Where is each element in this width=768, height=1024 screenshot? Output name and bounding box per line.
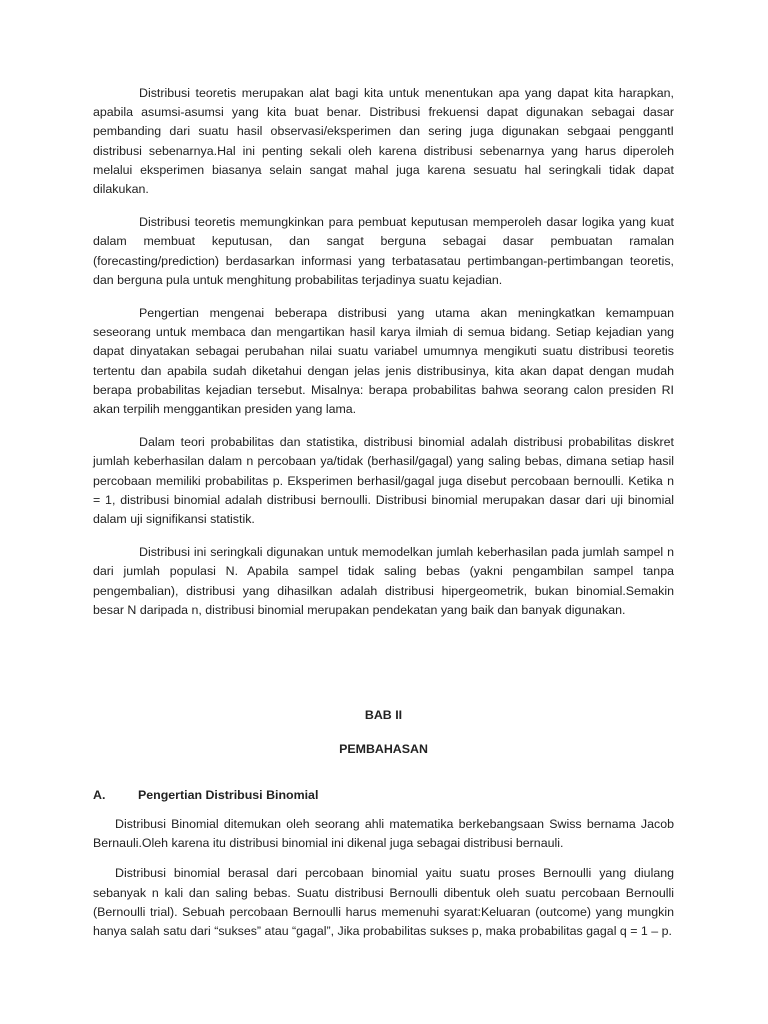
chapter-title: PEMBAHASAN bbox=[339, 742, 428, 757]
document-page bbox=[93, 84, 674, 952]
intro-paragraph-3: Pengertian mengenai beberapa distribusi yang utama akan meningkatkan kemampuan seseorang untuk membaca dan mengartikan hasil karya ilmiah di semua bidang. Setiap kejadian yang dapat dinyatakan sebagai perubahan nilai suatu variabel umumnya mengikuti suatu distribusi teoretis tertentu dan apabila sudah diketahui dengan jelas jenis distribusinya, kita akan dapat dengan mudah berapa probabilitas kejadian tersebut. Misalnya: berapa probabilitas bahwa seorang calon presiden RI akan terpilih menggantikan presiden yang lama. bbox=[93, 306, 674, 417]
intro-paragraph-4: Dalam teori probabilitas dan statistika, distribusi binomial adalah distribusi probabilitas diskret jumlah keberhasilan dalam n percobaan ya/tidak (berhasil/gagal) yang saling bebas, dimana setiap hasil percobaan memiliki probabilitas p. Eksperimen berhasil/gagal juga disebut percobaan bernoulli. Ketika n = 1, distribusi binomial adalah distribusi bernoulli. Distribusi binomial merupakan dasar dari uji binomial dalam uji signifikansi statistik. bbox=[93, 435, 674, 527]
intro-paragraph-5: Distribusi ini seringkali digunakan untuk memodelkan jumlah keberhasilan pada jumlah sampel n dari jumlah populasi N. Apabila sampel tidak saling bebas (yakni pengambilan sampel tanpa pengembalian), distribusi yang dihasilkan adalah distribusi hipergeometrik, bukan binomial.Semakin besar N daripada n, distribusi binomial merupakan pendekatan yang baik dan banyak digunakan. bbox=[93, 545, 674, 617]
intro-paragraph-2: Distribusi teoretis memungkinkan para pembuat keputusan memperoleh dasar logika yang kuat dalam membuat keputusan, dan sangat berguna sebagai dasar pembuatan ramalan (forecasting/prediction) berdasarkan informasi yang terbatasatau pertimbangan-pertimbangan teoretis, dan berguna pula untuk menghitung probabilitas terjadinya suatu kejadian. bbox=[93, 215, 674, 287]
section-paragraph-2: Distribusi binomial berasal dari percobaan binomial yaitu suatu proses Bernoulli yang diulang sebanyak n kali dan saling bebas. Suatu distribusi Bernoulli dibentuk oleh suatu percobaan Bernoulli (Bernoulli trial). Sebuah percobaan Bernoulli harus memenuhi syarat:Keluaran (outcome) yang mungkin hanya salah satu dari “sukses” atau “gagal”, Jika probabilitas sukses p, maka probabilitas gagal q = 1 – p. bbox=[93, 866, 674, 939]
intro-paragraph-1: Distribusi teoretis merupakan alat bagi kita untuk menentukan apa yang dapat kita harapkan, apabila asumsi-asumsi yang kita buat benar. Distribusi frekuensi dapat digunakan sebagai dasar pembanding dari suatu hasil observasi/eksperimen dan sering juga digunakan sebgaai penggantI distribusi sebenarnya.Hal ini penting sekali oleh karena distribusi sebenarnya yang harus diperoleh melalui eksperimen biasanya selain sangat mahal juga karena sesuatu hal seringkali tidak dapat dilakukan. bbox=[93, 86, 674, 197]
section-title: Pengertian Distribusi Binomial bbox=[138, 788, 319, 803]
section-letter: A. bbox=[93, 788, 106, 803]
page-spacer bbox=[93, 634, 674, 706]
chapter-number: BAB II bbox=[364, 708, 403, 723]
section-heading bbox=[93, 786, 674, 805]
section-paragraph-1: Distribusi Binomial ditemukan oleh seorang ahli matematika berkebangsaan Swiss bernama Jacob Bernauli.Oleh karena itu distribusi binomial ini dikenal juga sebagai distribusi bernauli. bbox=[93, 817, 674, 851]
